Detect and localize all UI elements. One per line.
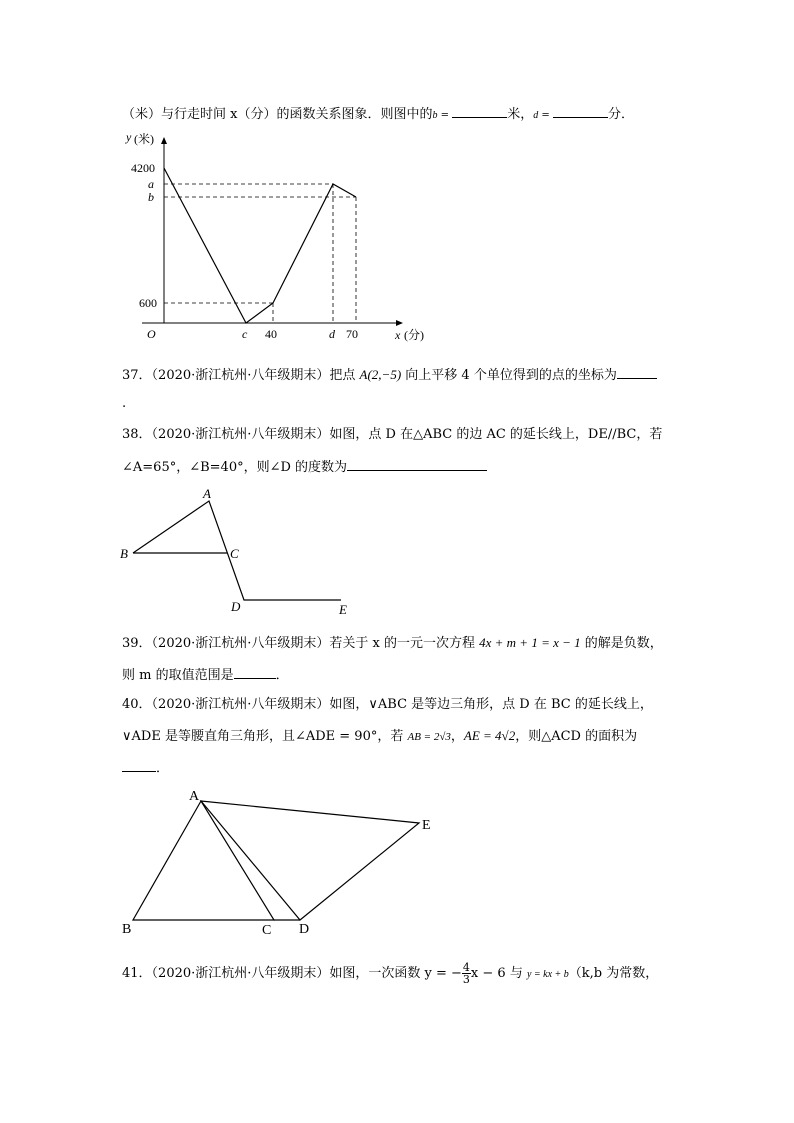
q41-fraction bbox=[462, 962, 471, 985]
origin-label: O bbox=[147, 327, 156, 341]
x-tick-c: c bbox=[242, 327, 248, 341]
q39-text-c: 则 m 的取值范围是 bbox=[122, 668, 234, 683]
q40-label-e: E bbox=[422, 818, 431, 833]
q41-line bbox=[122, 962, 658, 985]
q39-text-d: ． bbox=[275, 668, 289, 683]
q40-label-c: C bbox=[262, 923, 272, 938]
q40-triangle-abc bbox=[133, 801, 274, 920]
q40-label-b: B bbox=[122, 922, 132, 937]
q39-equation: 4x + m + 1 = x − 1 bbox=[479, 635, 581, 650]
x-tick-40: 40 bbox=[265, 327, 277, 341]
x-axis-unit: (分) bbox=[404, 328, 424, 342]
q38-label-a: A bbox=[203, 486, 211, 501]
q41-suffix: （k,b 为常数， bbox=[568, 966, 659, 981]
q36-d-label: d bbox=[533, 110, 539, 121]
q36-eq1: = bbox=[437, 110, 453, 121]
q38-label-d: D bbox=[231, 599, 241, 614]
q38-label-e: E bbox=[339, 602, 347, 617]
q40-label-a: A bbox=[189, 789, 200, 804]
q36-b-label: b bbox=[432, 110, 438, 121]
q38-line1: 38．（2020·浙江杭州·八年级期末）如图，点 D 在△ABC 的边 AC 的延长线上，DE//BC，若 bbox=[122, 427, 663, 442]
y-tick-4200: 4200 bbox=[131, 161, 155, 175]
q41-eq2: y = kx + b bbox=[526, 969, 569, 980]
q36-unit-min: 分． bbox=[607, 107, 634, 122]
q40-sep: ， bbox=[450, 729, 464, 744]
y-tick-600: 600 bbox=[139, 296, 157, 310]
y-axis-label: y bbox=[126, 130, 132, 144]
q40-text-b: ，则△ACD 的面积为 bbox=[515, 729, 638, 744]
q40-period: ． bbox=[156, 761, 170, 776]
q40-line1: 40．（2020·浙江杭州·八年级期末）如图，∨ABC 是等边三角形，点 D 在 BC 的延长线上， bbox=[122, 697, 653, 712]
q36-prefix: （米）与行走时间 x（分）的函数关系图象．则图中的 bbox=[122, 107, 433, 122]
q39-text-a: 39．（2020·浙江杭州·八年级期末）若关于 x 的一元一次方程 bbox=[122, 636, 480, 651]
q38-line2-text: ∠A=65°，∠B=40°，则∠D 的度数为 bbox=[122, 460, 348, 475]
x-tick-d: d bbox=[329, 327, 335, 341]
q37-prefix: 37．（2020·浙江杭州·八年级期末）把点 bbox=[122, 368, 360, 383]
q40-triangle-ade bbox=[201, 801, 419, 920]
y-tick-a: a bbox=[148, 177, 154, 191]
y-axis-unit: (米) bbox=[134, 132, 154, 146]
q37-suffix: 向上平移 4 个单位得到的点的坐标为 bbox=[401, 368, 617, 383]
q41-frac-den: 3 bbox=[462, 973, 470, 986]
q41-prefix: 41．（2020·浙江杭州·八年级期末）如图，一次函数 y = − bbox=[122, 966, 462, 981]
q40-text-a: ∨ADE 是等腰直角三角形，且∠ADE = 90°，若 bbox=[122, 729, 408, 744]
y-tick-b: b bbox=[148, 190, 154, 204]
q36-unit-m: 米， bbox=[507, 107, 534, 122]
q36-eq2: = bbox=[538, 110, 553, 121]
q37-point: A(2,−5) bbox=[359, 367, 402, 382]
q40-ab: AB = 2√3 bbox=[407, 731, 451, 743]
q40-label-d: D bbox=[299, 922, 310, 937]
x-tick-70: 70 bbox=[346, 327, 358, 341]
q39-text-b: 的解是负数， bbox=[580, 636, 663, 651]
q41-mid: x − 6 与 bbox=[470, 966, 527, 981]
q38-label-c: C bbox=[230, 546, 239, 561]
q37-period: . bbox=[122, 396, 127, 411]
x-axis-label: x bbox=[395, 328, 401, 342]
q40-ae: AE = 4√2 bbox=[463, 728, 516, 743]
q41-frac-num: 4 bbox=[462, 961, 470, 974]
q38-label-b: B bbox=[120, 546, 128, 561]
